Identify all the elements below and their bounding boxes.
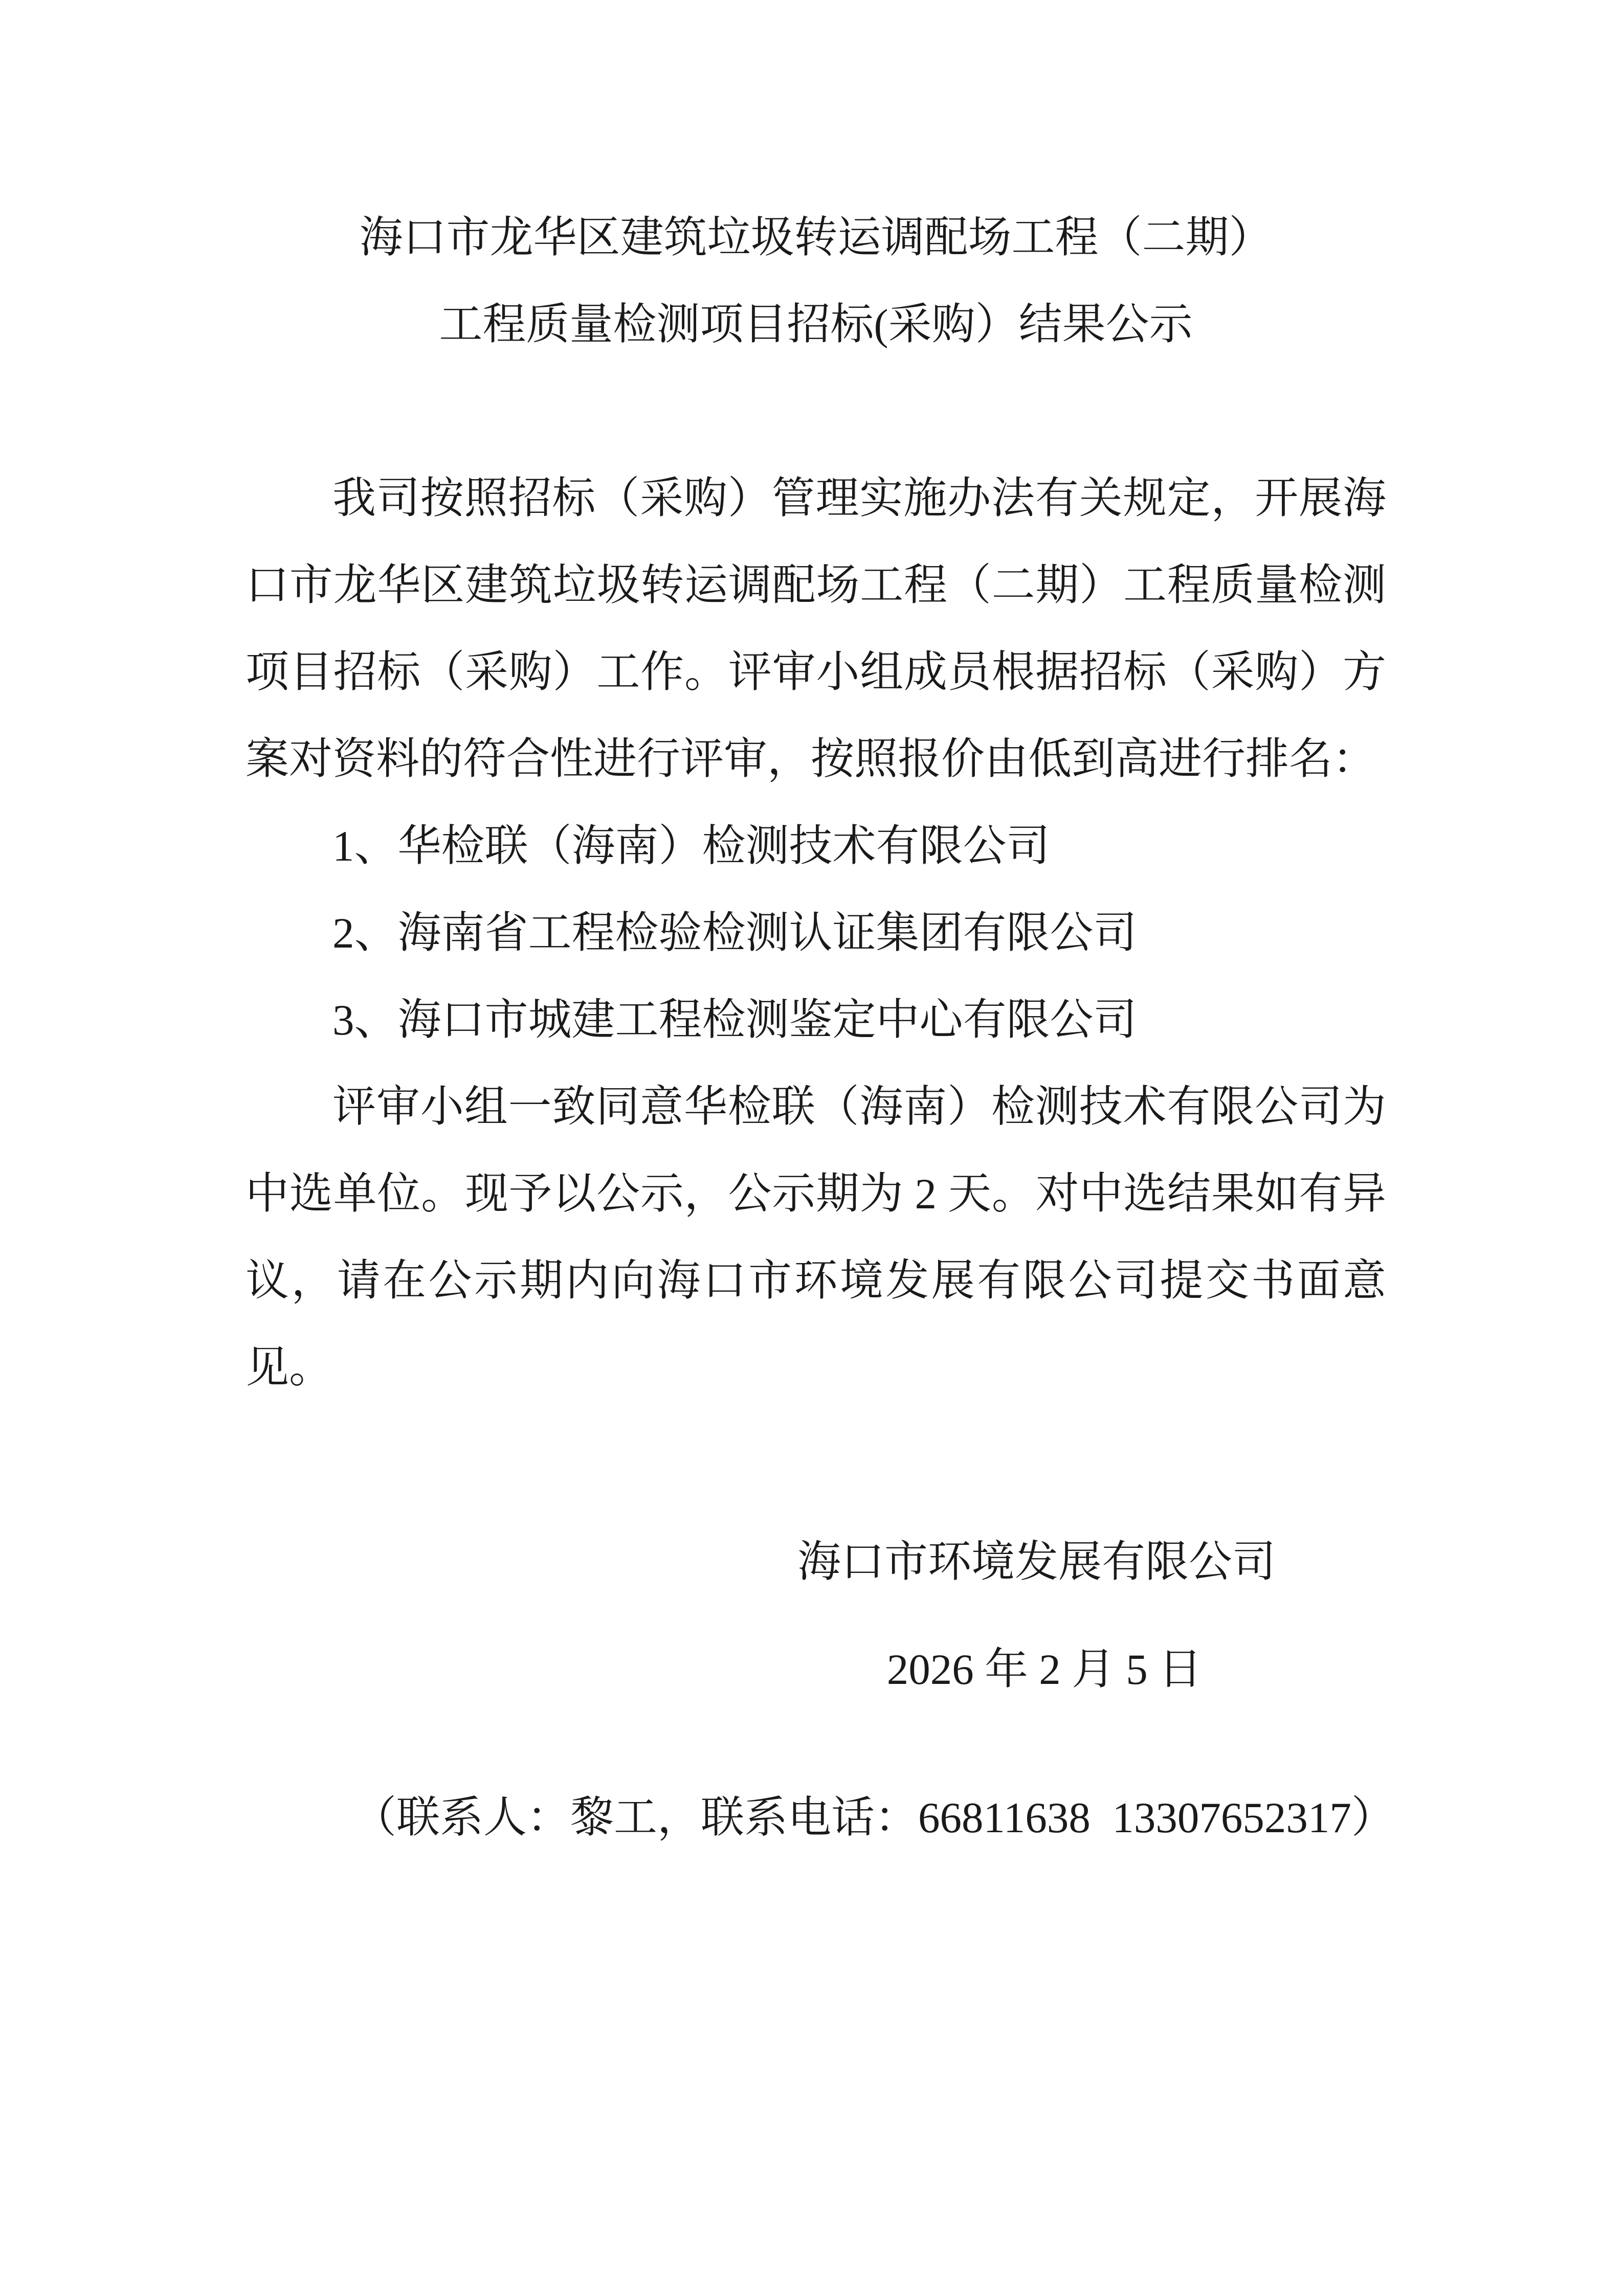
- signature-company: 海口市环境发展有限公司: [797, 1538, 1276, 1586]
- signature-date: 2026 年 2 月 5 日: [886, 1646, 1202, 1694]
- ranking-item-3: 3、海口市城建工程检测鉴定中心有限公司: [332, 996, 1137, 1044]
- document-title: [246, 194, 1386, 368]
- paragraph-intro: 我司按照招标（采购）管理实施办法有关规定，开展海口市龙华区建筑垃圾转运调配场工程（二期）工程质量检测项目招标（采购）工作。评审小组成员根据招标（采购）方案对资料的符合性进行评审，按照报价由低到高进行排名：: [246, 475, 1386, 783]
- ranking-item-2: 2、海南省工程检验检测认证集团有限公司: [332, 909, 1137, 957]
- title-line-2: 工程质量检测项目招标(采购）结果公示: [439, 301, 1193, 349]
- paragraph-result: 评审小组一致同意华检联（海南）检测技术有限公司为中选单位。现予以公示，公示期为 2 天。对中选结果如有异议，请在公示期内向海口市环境发展有限公司提交书面意见。: [246, 1083, 1386, 1392]
- title-line-1: 海口市龙华区建筑垃圾转运调配场工程（二期）: [359, 214, 1273, 262]
- contact-line: （联系人：黎工，联系电话：66811638 13307652317）: [353, 1794, 1395, 1842]
- ranking-list: [246, 803, 1386, 1064]
- ranking-item-1: 1、华检联（海南）检测技术有限公司: [332, 822, 1050, 870]
